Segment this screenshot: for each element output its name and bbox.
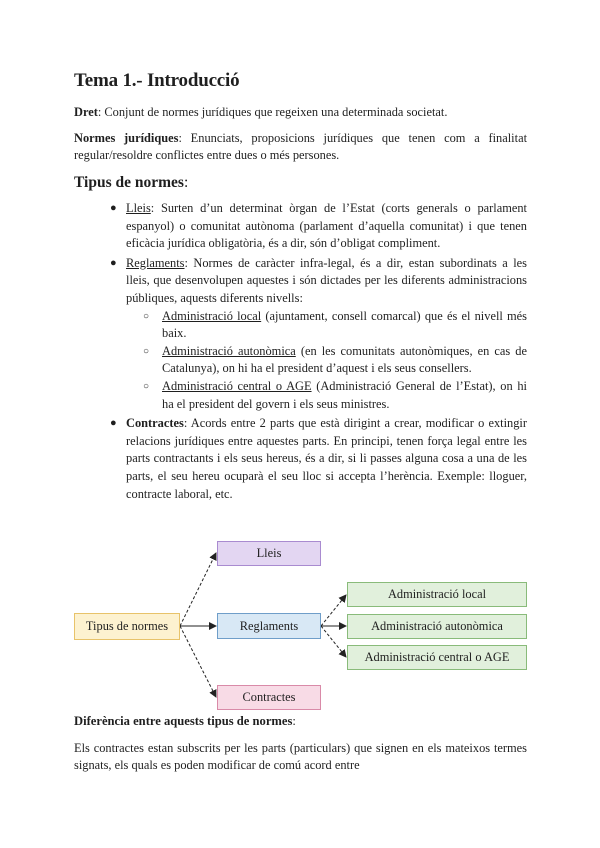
list-item-contractes [74, 415, 527, 503]
term-adm-local: Administració local [162, 308, 262, 323]
page-title: Tema 1.- Introducció [74, 70, 240, 91]
node-lleis: Lleis [217, 541, 321, 566]
circle-bullet-icon: ○ [143, 310, 150, 322]
norm-types-list [74, 200, 527, 505]
list-item-adm-central [126, 378, 527, 413]
node-adm-autonomica: Administració autonòmica [347, 614, 527, 639]
list-item-adm-local [126, 308, 527, 343]
norm-types-diagram [0, 536, 600, 716]
circle-bullet-icon: ○ [143, 345, 150, 357]
adm-local-text: (ajuntament, consell comarcal) que és el nivell més baix. [162, 308, 527, 341]
term-reglaments: Reglaments [126, 255, 185, 270]
term-dret: Dret [74, 105, 98, 119]
node-contractes: Contractes [217, 685, 321, 710]
lleis-text: : Surten d’un determinat òrgan de l’Estat (corts generals o parlament espanyol) o comunitat autònoma (parlament d’aquella comunitat) i que tenen eficàcia jurídica obligatòria, és a dir, són d’obligat compliment. [126, 201, 527, 251]
connector-to-adm-local [321, 595, 346, 626]
reglaments-text: : Normes de caràcter infra-legal, és a dir, estan subordinats a les lleis, que desenvolupen aquestes i són dictades per les diferents administracions públiques, aquests diferents nivells: [126, 255, 527, 305]
section-heading-diferencia [74, 714, 296, 729]
adm-autonomica-text: (en les comunitats autonòmiques, en cas de Catalunya), on hi ha el president d’aquest i els seus consellers. [162, 343, 527, 376]
node-adm-local: Administració local [347, 582, 527, 607]
circle-bullet-icon: ○ [143, 380, 150, 392]
contractes-text: : Acords entre 2 parts que està dirigint a crear, modificar o extingir relacions jurídiques entre aquestes parts. En principi, tenen força legal entre les parts contractants i els seus hereus, és a dir, si li passes alguna cosa a una de les parts, el seu hereu ocuparà el seu lloc si accepta l’herència. Exemple: lloguer, contracte laboral, etc. [126, 416, 527, 501]
term-contractes: Contractes [126, 416, 184, 431]
list-item-adm-autonomica [126, 343, 527, 378]
node-tipus-de-normes: Tipus de normes [74, 613, 180, 640]
term-lleis: Lleis [126, 201, 151, 215]
connector-to-adm-central [321, 626, 346, 657]
definition-dret-text: : Conjunt de normes jurídiques que regeixen una determinada societat. [97, 105, 448, 119]
heading-colon: : [292, 714, 296, 728]
bullet-icon: ● [110, 417, 117, 430]
adm-central-text: (Administració General de l’Estat), on hi ha el president del govern i els seus ministres. [162, 378, 527, 411]
bullet-icon: ● [110, 202, 117, 214]
definition-dret [74, 104, 527, 121]
final-paragraph: Els contractes estan subscrits per les parts (particulars) que signen en els mateixos termes signats, els quals es poden modificar de comú acord entre [74, 741, 527, 773]
list-item-lleis [74, 200, 527, 253]
list-item-reglaments [74, 255, 527, 413]
section-heading-tipus [74, 174, 188, 192]
heading-colon: : [183, 174, 189, 191]
definition-normes [74, 130, 527, 164]
term-adm-central: Administració central o AGE [162, 378, 312, 393]
term-normes-juridiques: Normes jurídiques [74, 131, 179, 145]
connector-to-contractes [180, 626, 216, 697]
tipus-heading-text: Tipus de normes [74, 174, 184, 191]
diferencia-heading-text: Diferència entre aquests tipus de normes [74, 714, 293, 728]
connector-to-lleis [180, 553, 216, 626]
admin-levels-list [126, 308, 527, 414]
node-reglaments: Reglaments [217, 613, 321, 639]
node-adm-central: Administració central o AGE [347, 645, 527, 670]
bullet-icon: ● [110, 256, 117, 269]
definition-normes-text: : Enunciats, proposicions jurídiques que tenen com a finalitat regular/resoldre conflictes entre dues o més persones. [74, 131, 528, 163]
term-adm-autonomica: Administració autonòmica [162, 343, 296, 358]
